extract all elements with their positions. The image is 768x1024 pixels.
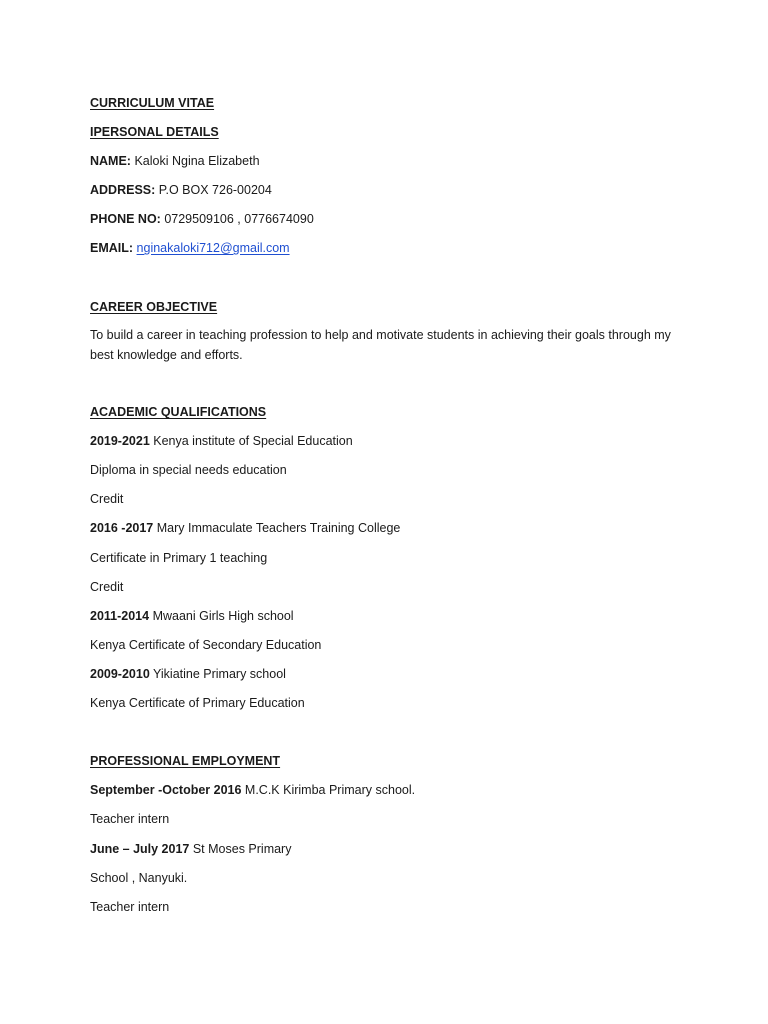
academic-institution: Kenya institute of Special Education <box>149 434 353 448</box>
academic-detail: Diploma in special needs education <box>90 463 287 477</box>
address-line <box>90 182 272 198</box>
employment-detail: Teacher intern <box>90 812 170 826</box>
professional-employment-heading: PROFESSIONAL EMPLOYMENT <box>90 754 281 768</box>
phone-line <box>90 211 314 227</box>
name-label: NAME: <box>90 154 131 168</box>
employment-entry-heading <box>90 782 415 798</box>
phone-value: 0729509106 , 0776674090 <box>160 212 314 226</box>
name-value: Kaloki Ngina Elizabeth <box>130 154 260 168</box>
academic-years: 2019-2021 <box>90 434 150 448</box>
academic-institution: Yikiatine Primary school <box>149 667 286 681</box>
career-objective-heading: CAREER OBJECTIVE <box>90 300 218 314</box>
employment-entry-heading <box>90 841 291 857</box>
email-line <box>90 240 290 256</box>
employment-period: June – July 2017 <box>90 842 190 856</box>
email-link[interactable]: nginakaloki712@gmail.com <box>136 241 290 255</box>
academic-detail: Credit <box>90 492 124 506</box>
academic-years: 2016 -2017 <box>90 521 154 535</box>
academic-detail: Kenya Certificate of Secondary Education <box>90 638 322 652</box>
academic-years: 2009-2010 <box>90 667 150 681</box>
phone-label: PHONE NO: <box>90 212 161 226</box>
academic-detail: Kenya Certificate of Primary Education <box>90 696 305 710</box>
academic-institution: Mary Immaculate Teachers Training College <box>153 521 401 535</box>
name-line <box>90 153 260 169</box>
academic-detail: Credit <box>90 580 124 594</box>
employment-period: September -October 2016 <box>90 783 242 797</box>
employment-place: M.C.K Kirimba Primary school. <box>241 783 416 797</box>
academic-institution: Mwaani Girls High school <box>149 609 294 623</box>
employment-detail: School , Nanyuki. <box>90 871 188 885</box>
email-label: EMAIL: <box>90 241 134 255</box>
academic-detail: Certificate in Primary 1 teaching <box>90 551 268 565</box>
career-objective-text: To build a career in teaching profession to help and motivate students in achieving their goals through my best knowledge and efforts. <box>90 328 671 362</box>
academic-entry-heading <box>90 520 400 536</box>
employment-place: St Moses Primary <box>189 842 292 856</box>
address-value: P.O BOX 726-00204 <box>155 183 272 197</box>
academic-entry-heading <box>90 433 353 449</box>
personal-details-heading: IPERSONAL DETAILS <box>90 125 219 139</box>
address-label: ADDRESS: <box>90 183 156 197</box>
employment-detail: Teacher intern <box>90 900 170 914</box>
academic-entry-heading <box>90 608 294 624</box>
academic-qualifications-heading: ACADEMIC QUALIFICATIONS <box>90 405 267 419</box>
document-title: CURRICULUM VITAE <box>90 96 215 110</box>
academic-years: 2011-2014 <box>90 609 150 623</box>
academic-entry-heading <box>90 666 286 682</box>
